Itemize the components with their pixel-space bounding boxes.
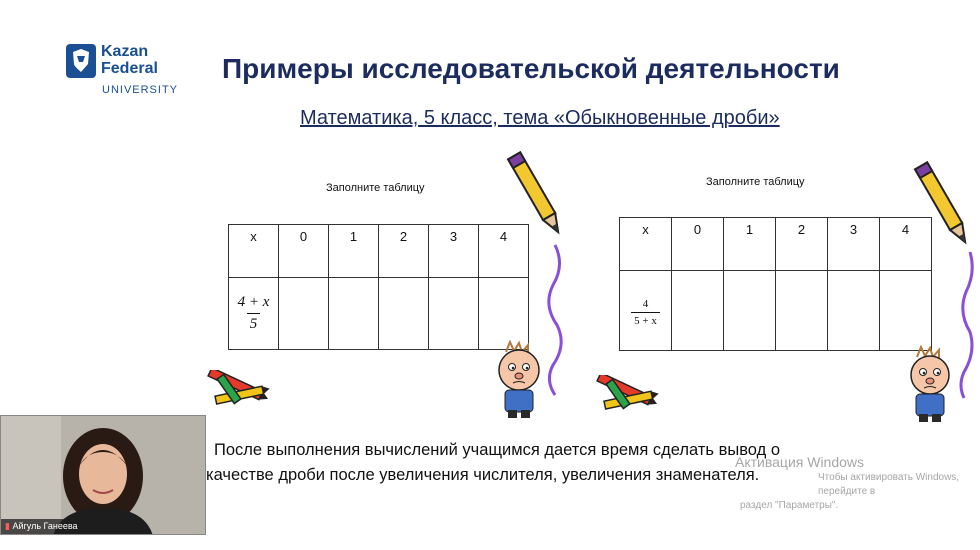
table-2 (619, 217, 932, 351)
table1-header-2: 2 (379, 225, 429, 278)
table2-empty-cell[interactable] (776, 271, 828, 351)
table2-header-0: 0 (672, 218, 724, 271)
table2-empty-cell[interactable] (828, 271, 880, 351)
table2-fraction (631, 298, 660, 327)
windows-activation-hint (740, 471, 980, 513)
table2-header-1: 1 (724, 218, 776, 271)
table2-formula-row (620, 271, 932, 351)
table1-header-1: 1 (329, 225, 379, 278)
table1-empty-cell[interactable] (329, 278, 379, 350)
table1-header-0: 0 (279, 225, 329, 278)
participant-name-label (1, 519, 83, 534)
windows-activation-title: Активация Windows (735, 454, 865, 470)
table2-header-3: 3 (828, 218, 880, 271)
table2-header-x: x (620, 218, 672, 271)
windows-activation-line1: Чтобы активировать Windows, перейдите в (818, 472, 960, 497)
table2-header-row (620, 218, 932, 271)
thinking-boy-clipart-2 (900, 345, 960, 425)
table1-header-x: x (229, 225, 279, 278)
crayons-clipart-1 (195, 370, 275, 418)
table1-empty-cell[interactable] (379, 278, 429, 350)
table2-formula-cell (620, 271, 672, 351)
logo-line3: UNIVERSITY (102, 84, 179, 96)
table2-numerator: 4 (642, 297, 649, 310)
speaker-video-feed (1, 416, 206, 535)
slide-title: Примеры исследовательской деятельности (222, 53, 840, 84)
conclusion-text-line2: качестве дроби после увеличения числителя, увеличения знаменателя. (206, 466, 760, 484)
table2-header-2: 2 (776, 218, 828, 271)
table1-header-row (229, 225, 529, 278)
table2-empty-cell[interactable] (672, 271, 724, 351)
conclusion-text-line1: После выполнения вычислений учащимся дается время сделать вывод о (214, 441, 781, 459)
kfu-emblem-icon (66, 44, 96, 78)
webcam-video-tile[interactable] (0, 415, 206, 535)
table1-header-3: 3 (429, 225, 479, 278)
kfu-logo (66, 42, 186, 102)
table1-empty-cell[interactable] (429, 278, 479, 350)
table2-denominator: 5 + x (631, 312, 660, 327)
table1-denominator: 5 (247, 313, 261, 333)
logo-line2: Federal (101, 60, 158, 77)
logo-line1: Kazan (101, 43, 149, 60)
crayons-clipart-2 (584, 375, 664, 423)
table1-formula-cell (229, 278, 279, 350)
table1-formula-row (229, 278, 529, 350)
table1-header-4: 4 (479, 225, 529, 278)
table1-numerator: 4 + x (237, 294, 270, 310)
table1-caption: Заполните таблицу (326, 182, 425, 194)
thinking-boy-clipart-1 (486, 340, 552, 422)
microphone-off-icon: ▮ (5, 521, 10, 531)
table-1 (228, 224, 529, 350)
participant-name: Айгуль Ганеева (12, 521, 78, 531)
windows-activation-line2: раздел "Параметры". (740, 500, 839, 511)
table1-empty-cell[interactable] (279, 278, 329, 350)
table1-fraction (235, 294, 273, 333)
table2-empty-cell[interactable] (724, 271, 776, 351)
table2-caption: Заполните таблицу (706, 176, 805, 188)
slide-subtitle: Математика, 5 класс, тема «Обыкновенные дроби» (300, 107, 780, 129)
table2-header-4: 4 (880, 218, 932, 271)
